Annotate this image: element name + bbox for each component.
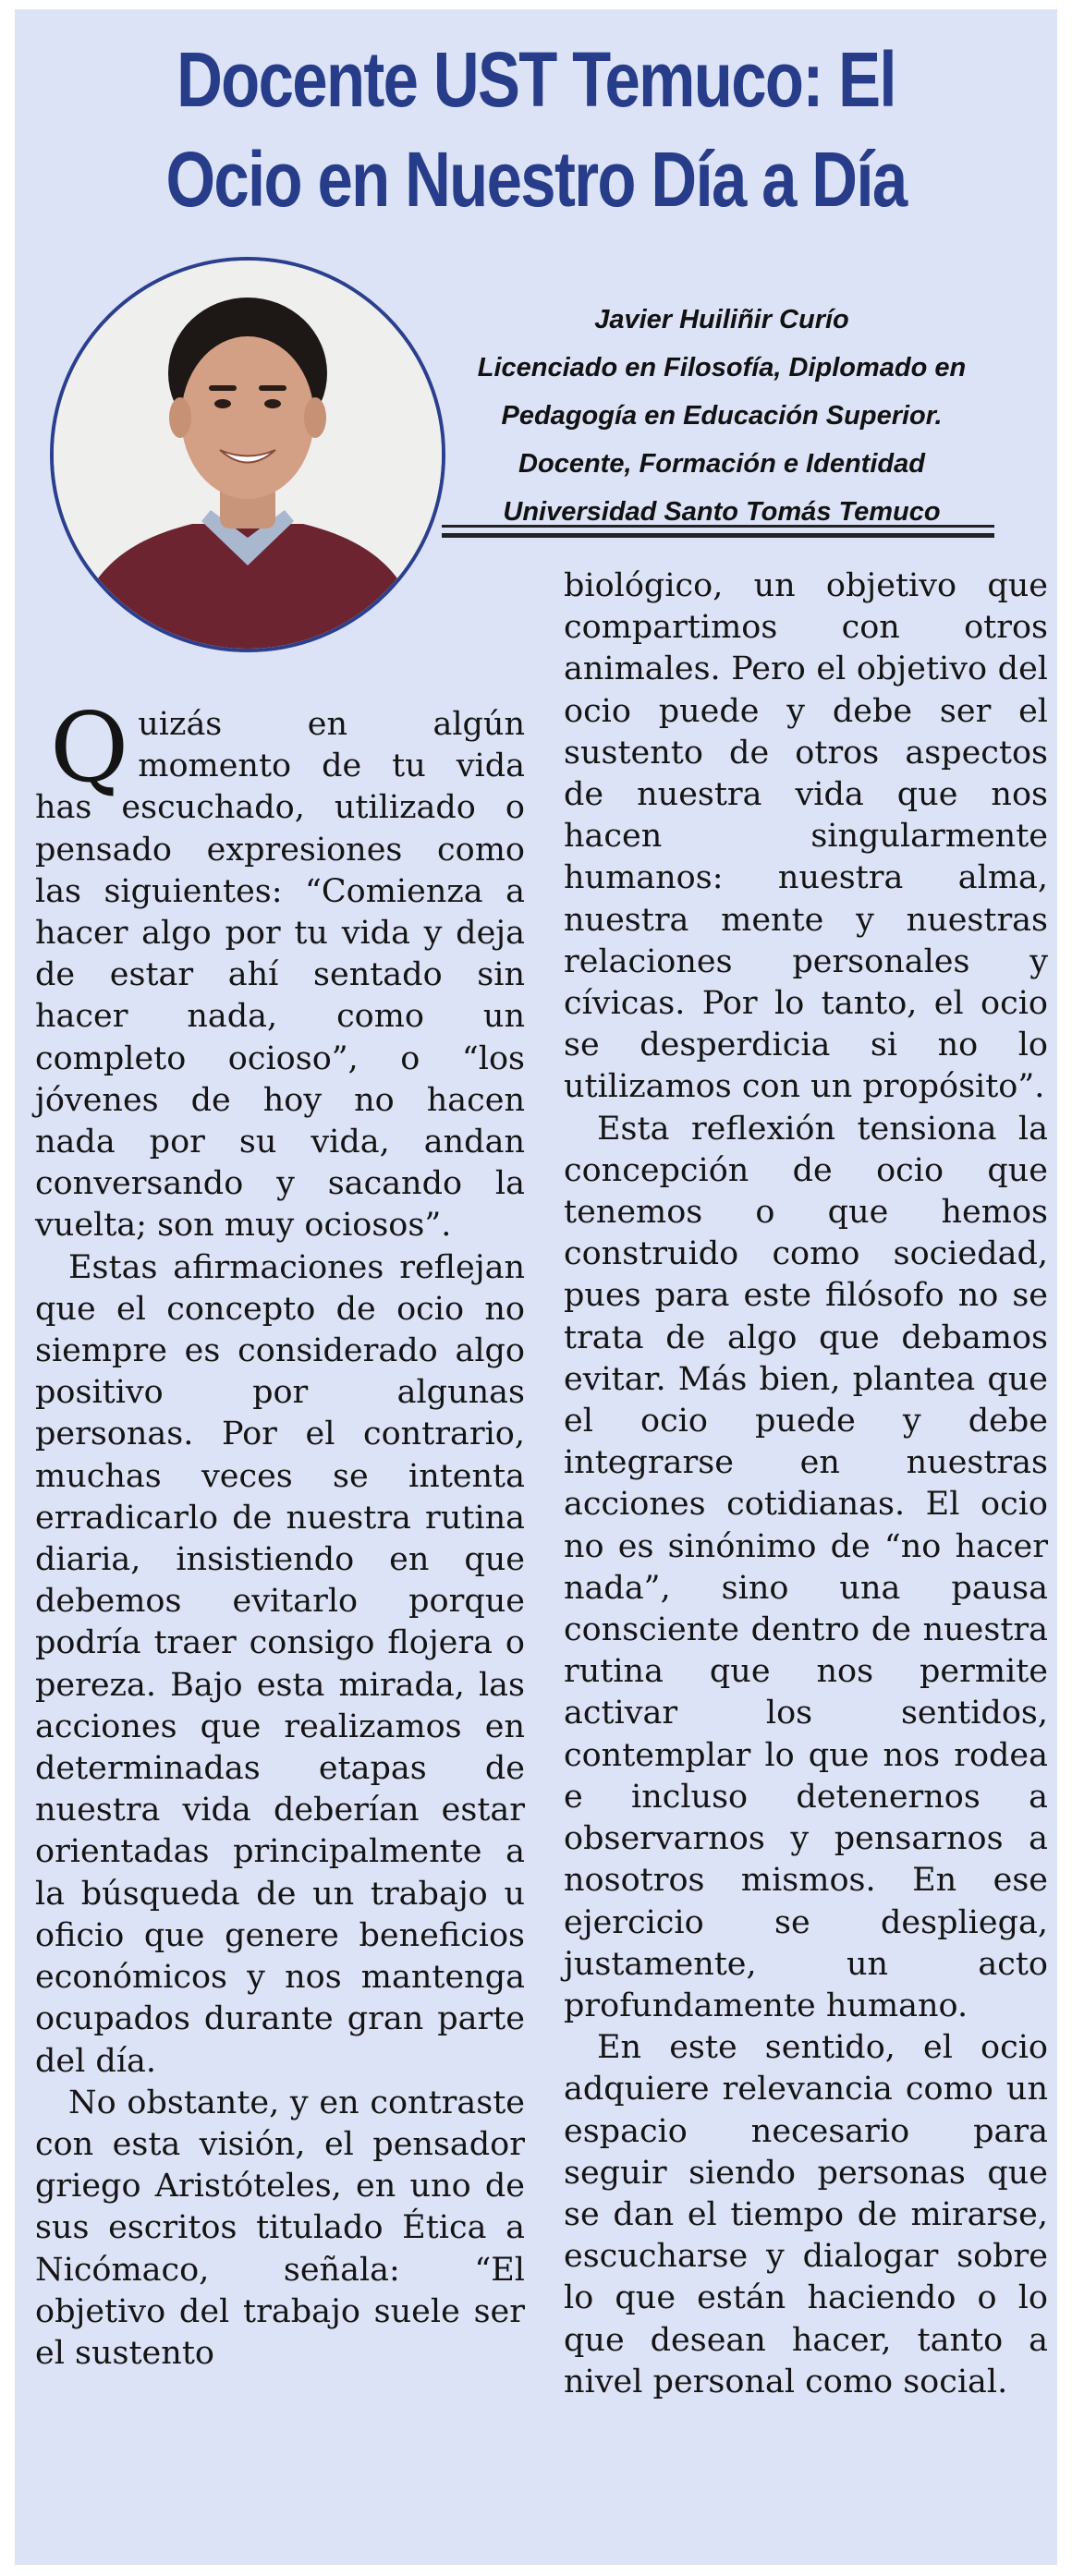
paragraph-3-part-2: biológico, un objetivo que compartimos con otros animales. Pero el objetivo del ocio puede y debe ser el sustento de otros aspectos de nuestra vida que nos hacen singularmente humanos: nuestra alma, nuestra mente y nuestras relaciones personales y cívicas. Por lo tanto, el ocio se desperdicia si no lo utilizamos con un propósito”. [564, 567, 1048, 1106]
article-column-left [35, 691, 525, 2375]
author-credential-4: Universidad Santo Tomás Temuco [503, 497, 941, 527]
article-title [109, 30, 964, 229]
author-credential-2: Pedagogía en Educación Superior. [501, 401, 943, 431]
paragraph-5: En este sentido, el ocio adquiere relevancia como un espacio necesario para seguir siendo personas que se dan el tiempo de mirarse, escucharse y dialogar sobre lo que están haciendo o lo que desean hacer, tanto a nivel personal como social. [564, 2029, 1048, 2400]
paragraph-1-text: uizás en algún momento de tu vida has escuchado, utilizado o pensado expresiones como las siguientes: “Comienza a hacer algo por tu vida y deja de estar ahí sentado sin hacer nada, como un completo ocioso”, o “los jóvenes de hoy no hacen nada por su vida, andan conversando y sacando la vuelta; son muy ociosos”. [35, 706, 525, 1245]
author-name: Javier Huiliñir Curío [594, 305, 849, 334]
paragraph-3-part-1: No obstante, y en contraste con esta visión, el pensador griego Aristóteles, en uno de sus escritos titulado Ética a Nicómaco, señala: “El objetivo del trabajo suele ser el sustento [35, 2084, 525, 2372]
title-line-1: Docente UST Temuco: El [177, 36, 895, 123]
byline-rule-thin [442, 525, 994, 528]
title-line-2: Ocio en Nuestro Día a Día [165, 136, 907, 223]
author-credential-3: Docente, Formación e Identidad [518, 449, 925, 479]
author-byline [449, 296, 994, 536]
byline-rule-thick [442, 533, 994, 538]
article-column-right [564, 565, 1048, 2403]
paragraph-4: Esta reflexión tensiona la concepción de ocio que tenemos o que hemos construido como sociedad, pues para este filósofo no se trata de algo que debamos evitar. Más bien, plantea que el ocio puede y debe integrarse en nuestras acciones cotidianas. El ocio no es sinónimo de “no hacer nada”, sino una pausa consciente dentro de nuestra rutina que nos permite activar los sentidos, contemplar lo que nos rodea e incluso detenernos a observarnos y pensarnos a nosotros mismos. En ese ejercicio se despliega, justamente, un acto profundamente humano. [564, 1110, 1048, 2024]
article-panel [15, 9, 1057, 2565]
author-credential-1: Licenciado en Filosofía, Diplomado en [477, 353, 967, 383]
drop-cap: Q [50, 691, 129, 804]
author-photo [50, 257, 445, 652]
paragraph-2: Estas afirmaciones reflejan que el concepto de ocio no siempre es considerado algo positivo por algunas personas. Por el contrario, muchas veces se intenta erradicarlo de nuestra rutina diaria, insistiendo en que debemos evitarlo porque podría traer consigo flojera o pereza. Bajo esta mirada, las acciones que realizamos en determinadas etapas de nuestra vida deberían estar orientadas principalmente a la búsqueda de un trabajo u oficio que genere beneficios económicos y nos mantenga ocupados durante gran parte del día. [35, 1248, 525, 2080]
paragraph-1 [35, 691, 525, 1247]
